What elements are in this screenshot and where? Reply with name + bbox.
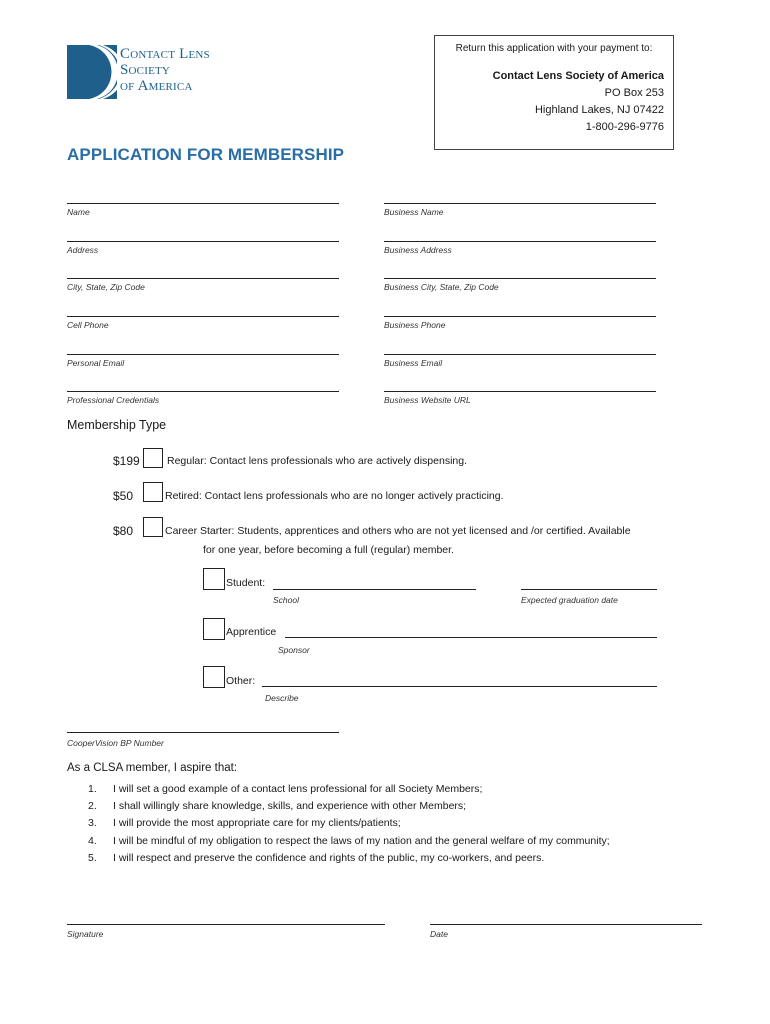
page-title: APPLICATION FOR MEMBERSHIP	[67, 145, 345, 164]
list-item: 2. I shall willingly share knowledge, skills, and experience with other Members;	[88, 800, 467, 813]
city-field-line[interactable]	[67, 278, 339, 279]
website-field-line[interactable]	[384, 391, 656, 392]
list-item: 3. I will provide the most appropriate care for my clients/patients;	[88, 817, 401, 830]
apprentice-checkbox[interactable]	[203, 618, 225, 640]
signature-label: Signature	[67, 929, 104, 939]
list-item: 5. I will respect and preserve the confidence and rights of the public, my co-workers, and peers.	[88, 851, 545, 864]
website-label: Business Website URL	[384, 395, 471, 405]
other-label: Other:	[226, 675, 256, 687]
sponsor-label: Sponsor	[278, 645, 310, 655]
school-field-line[interactable]	[273, 589, 476, 590]
regular-description: Regular: Contact lens professionals who are actively dispensing.	[167, 455, 467, 467]
school-label: School	[273, 595, 299, 605]
pledge-list	[88, 781, 610, 867]
career-checkbox[interactable]	[143, 517, 163, 537]
student-label: Student:	[226, 577, 266, 589]
career-description-line1: Career Starter: Students, apprentices and others who are not yet licensed and /or certified. Available	[165, 525, 631, 537]
business-email-field-line[interactable]	[384, 354, 656, 355]
describe-label: Describe	[265, 693, 299, 703]
city-label: City, State, Zip Code	[67, 282, 145, 292]
cell-phone-label: Cell Phone	[67, 320, 109, 330]
business-city-label: Business City, State, Zip Code	[384, 282, 499, 292]
bp-number-label: CooperVision BP Number	[67, 738, 164, 748]
address-field-line[interactable]	[67, 241, 339, 242]
bp-number-field-line[interactable]	[67, 732, 339, 733]
sponsor-field-line[interactable]	[285, 637, 657, 638]
graduation-date-label: Expected graduation date	[521, 595, 618, 605]
signature-field-line[interactable]	[67, 924, 385, 925]
retired-description: Retired: Contact lens professionals who are no longer actively practicing.	[165, 490, 504, 502]
name-field-line[interactable]	[67, 203, 339, 204]
describe-field-line[interactable]	[262, 686, 657, 687]
business-address-field-line[interactable]	[384, 241, 656, 242]
career-price: $80	[113, 524, 134, 538]
retired-checkbox[interactable]	[143, 482, 163, 502]
list-item: 4. I will be mindful of my obligation to respect the laws of my nation and the general welfare of my community;	[88, 834, 610, 847]
aspire-heading: As a CLSA member, I aspire that:	[67, 762, 238, 774]
credentials-field-line[interactable]	[67, 391, 339, 392]
return-heading: Return this application with your payment to:	[455, 43, 653, 54]
business-email-label: Business Email	[384, 358, 443, 368]
membership-type-heading: Membership Type	[67, 418, 167, 432]
return-address2: Highland Lakes, NJ 07422	[534, 104, 664, 116]
name-label: Name	[67, 207, 90, 217]
apprentice-label: Apprentice	[226, 626, 277, 638]
personal-email-field-line[interactable]	[67, 354, 339, 355]
credentials-label: Professional Credentials	[67, 395, 160, 405]
return-phone: 1-800-296-9776	[585, 121, 664, 133]
retired-price: $50	[113, 489, 134, 503]
business-phone-label: Business Phone	[384, 320, 446, 330]
graduation-date-field-line[interactable]	[521, 589, 657, 590]
career-description-line2: for one year, before becoming a full (regular) member.	[203, 544, 454, 556]
regular-price: $199	[113, 454, 140, 468]
list-item: 1. I will set a good example of a contact lens professional for all Society Members;	[88, 783, 483, 795]
address-label: Address	[67, 245, 99, 255]
other-checkbox[interactable]	[203, 666, 225, 688]
business-name-label: Business Name	[384, 207, 444, 217]
business-address-label: Business Address	[384, 245, 452, 255]
regular-checkbox[interactable]	[143, 448, 163, 468]
clsa-logo-text: Contact Lens Society of America	[120, 46, 210, 94]
date-label: Date	[430, 929, 448, 939]
business-phone-field-line[interactable]	[384, 316, 656, 317]
return-org: Contact Lens Society of America	[492, 70, 664, 82]
cell-phone-field-line[interactable]	[67, 316, 339, 317]
return-address-box	[434, 35, 674, 150]
business-name-field-line[interactable]	[384, 203, 656, 204]
date-field-line[interactable]	[430, 924, 702, 925]
business-city-field-line[interactable]	[384, 278, 656, 279]
personal-email-label: Personal Email	[67, 358, 125, 368]
return-address1: PO Box 253	[604, 87, 664, 99]
student-checkbox[interactable]	[203, 568, 225, 590]
